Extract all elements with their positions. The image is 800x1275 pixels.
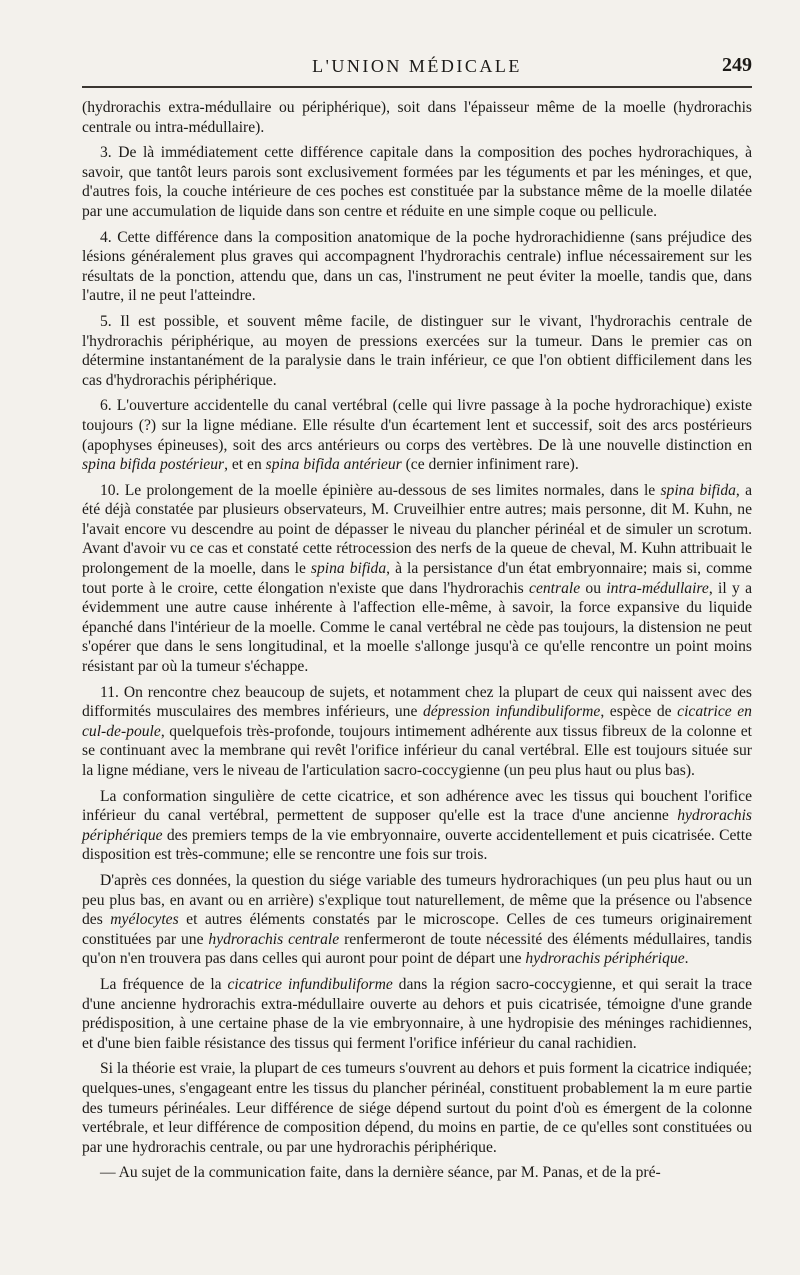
text-run: , quelquefois très-profonde, toujours intimement adhérente aux tissus fibreux de la colonne et se continuant avec la membrane qui revêt l'orifice inférieur du canal vertébral. Elle est toujours située sur la ligne médiane, vers le niveau de l'articulation sacro-coccygienne (un peu plus haut ou plus bas).	[82, 722, 752, 779]
text-run: , il y a évidemment une autre cause inhérente à l'affection elle-même, à savoir, la force expansive du liquide épanché dans l'intérieur de la moelle. Comme le canal vertébral ne cède pas toujours, la distension ne peut s'opérer que dans le sens longitudinal, et la moelle s'allonge jusqu'à ce qu'elle rencontre un point moins résistant par où la tumeur s'échappe.	[82, 579, 753, 676]
text-run: , espèce de	[600, 703, 678, 721]
paragraph	[82, 98, 752, 137]
page-header	[82, 0, 752, 88]
text-run: .	[684, 950, 689, 968]
text-run: renfermeront de toute nécessité des éléments médullaires, tandis qu'on n'en trouvera pas dans celles qui auront pour point de départ une	[82, 930, 753, 968]
text-run: — Au sujet de la communication faite, dans la dernière séance, par M. Panas, et de la pré-	[100, 1164, 661, 1182]
italic-term: cicatrice en cul-de-poule	[82, 703, 752, 740]
text-run: D'après ces données, la question du siége variable des tumeurs hydrorachiques (un peu plus haut ou un peu plus bas, en avant ou en arrière) s'explique tout naturellement, de même que la présence ou l'absence des	[82, 871, 752, 929]
italic-term: centrale	[529, 579, 581, 597]
italic-term: spina bifida antérieur	[265, 456, 402, 474]
page-number: 249	[722, 54, 752, 76]
text-run: 5. Il est possible, et souvent même facile, de distinguer sur le vivant, l'hydrorachis centrale de l'hydrorachis périphérique, au moyen de pressions exercées sur la tumeur. Dans le premier cas on détermine instantanément de la paralysie dans le train inférieur, ce que l'on obtient difficilement dans les cas d'hydrorachis périphérique.	[82, 312, 752, 389]
text-run: 4. Cette différence dans la composition anatomique de la poche hydrorachidienne (sans préjudice des lésions généralement plus graves qui accompagnent l'hydrorachis centrale) influe nécessairement sur les résultats de la ponction, attendu que, dans un cas, l'instrument ne peut éviter la moelle, tandis que, dans l'autre, il ne peut l'atteindre.	[82, 228, 752, 305]
text-run: 10. Le prolongement de la moelle épinière au-dessous de ses limites normales, dans le	[100, 481, 661, 499]
text-run: La conformation singulière de cette cicatrice, et son adhérence avec les tissus qui bouchent l'orifice inférieur du canal vertébral, permettent de supposer qu'elle est la trace d'une ancienne	[82, 787, 752, 825]
text-run: , à la persistance d'un état embryonnaire; mais si, comme tout porte à le croire, cette élongation n'existe que dans l'hydrorachis	[82, 560, 753, 597]
text-run: ou	[580, 579, 607, 597]
paragraph	[82, 481, 752, 677]
text-run: , a été déjà constatée par plusieurs observateurs, M. Cruveilhier entre autres; mais personne, dit M. Kuhn, ne l'avait encore vu descendre au point de dépasser le niveau du plancher périnéal et de simuler un scrotum. Avant d'avoir vu ce cas et constaté cette rétrocession des nerfs de la queue de cheval, M. Kuhn attribuait le prolongement de la moelle, dans le	[82, 481, 753, 578]
paragraph	[82, 228, 752, 306]
paragraph	[82, 1163, 752, 1183]
text-run: dans la région sacro-coccygienne, et qui serait la trace d'une ancienne hydrorachis extra-médullaire ouverte au dehors et puis cicatrisée, témoigne d'une grande prédisposition, à une certaine phase de la vie embryonnaire, à une hydropisie des méninges rachidiennes, et d'une bien faible résistance des tissus qui ferment l'orifice inférieur du canal rachidien.	[82, 975, 752, 1052]
paragraph	[82, 871, 752, 969]
article-body	[82, 98, 752, 1183]
italic-term: hydrorachis centrale	[208, 930, 340, 948]
text-run: (hydrorachis extra-médullaire ou périphérique), soit dans l'épaisseur même de la moelle (hydrorachis centrale ou intra-médullaire).	[82, 99, 752, 136]
italic-term: hydrorachis périphérique	[82, 807, 752, 844]
text-run: (ce dernier infiniment rare).	[401, 456, 579, 474]
paragraph	[82, 312, 752, 390]
paragraph	[82, 975, 752, 1053]
italic-term: hydrorachis périphérique	[525, 950, 685, 968]
italic-term: myélocytes	[110, 911, 179, 929]
text-run: 3. De là immédiatement cette différence capitale dans la composition des poches hydrorachiques, à savoir, que tantôt leurs parois sont exclusivement formées par les téguments et par les méninges, et que, d'autres fois, la couche intérieure de ces poches est constituée par la substance même de la moelle dilatée par une accumulation de liquide dans son centre et réduite en une simple coque ou pellicule.	[82, 144, 752, 220]
paragraph	[82, 683, 752, 781]
text-run: 11. On rencontre chez beaucoup de sujets, et notamment chez la plupart de ceux qui naissent avec des difformités musculaires des membres inférieurs, une	[82, 683, 752, 721]
italic-term: spina bifida	[310, 560, 387, 578]
italic-term: spina bifida	[660, 481, 736, 499]
running-title: L'UNION MÉDICALE	[312, 56, 522, 76]
paragraph	[82, 396, 752, 474]
italic-term: intra-médullaire	[606, 579, 709, 597]
text-run: 6. L'ouverture accidentelle du canal vertébral (celle qui livre passage à la poche hydrorachique) existe toujours (?) sur la ligne médiane. Elle résulte d'un écartement lent et successif, soit des arcs postérieurs (apophyses épineuses), soit des arcs antérieurs ou corps des vertèbres. De là une nouvelle distinction en	[82, 397, 752, 454]
italic-term: spina bifida postérieur	[82, 456, 225, 474]
paragraph	[82, 1059, 752, 1157]
text-run: La fréquence de la	[100, 975, 228, 993]
italic-term: dépression infundibuliforme	[422, 703, 601, 721]
paragraph	[82, 787, 752, 865]
text-run: Si la théorie est vraie, la plupart de ces tumeurs s'ouvrent au dehors et puis forment la cicatrice indiquée; quelques-unes, s'engageant entre les tissus du plancher périnéal, constituent probablement la m eure partie des tumeurs périnéales. Leur différence de siége dépend surtout du point d'où es émergent de la colonne vertébrale, et leur différence de composition dépend, du moins en partie, de ce qu'elles sont constituées ou par une hydrorachis centrale, ou par une hydrorachis périphérique.	[82, 1060, 752, 1156]
paragraph	[82, 143, 752, 221]
text-run: des premiers temps de la vie embryonnaire, ouverte accidentellement et puis cicatrisée. Cette disposition est très-commune; elle se rencontre une fois sur trois.	[82, 826, 752, 864]
text-run: et autres éléments constatés par le microscope. Celles de ces tumeurs originairement constituées par une	[82, 911, 752, 948]
text-run: , et en	[224, 456, 266, 474]
italic-term: cicatrice infundibuliforme	[227, 975, 393, 993]
